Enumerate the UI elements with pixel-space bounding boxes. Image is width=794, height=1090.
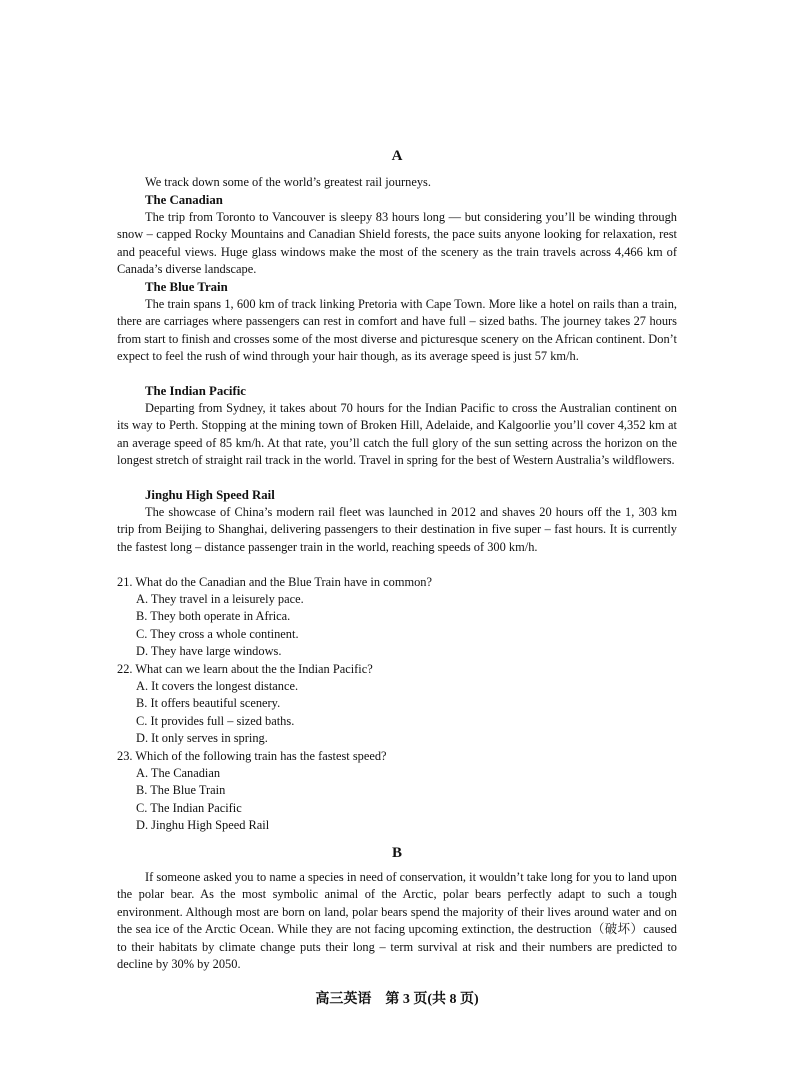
question-23-option-d: D. Jinghu High Speed Rail — [136, 818, 270, 832]
heading-canadian: The Canadian — [145, 193, 223, 207]
question-21-option-b: B. They both operate in Africa. — [136, 609, 291, 623]
heading-jinghu: Jinghu High Speed Rail — [145, 488, 275, 502]
question-22: 22. What can we learn about the the Indian Pacific? — [117, 662, 373, 676]
question-23-option-a: A. The Canadian — [136, 766, 221, 780]
section-a-intro: We track down some of the world’s greatest rail journeys. — [145, 175, 431, 189]
heading-indian-pacific: The Indian Pacific — [145, 384, 246, 398]
paragraph-blue-train: The train spans 1, 600 km of track linking Pretoria with Cape Town. More like a hotel on rails than a train, there are carriages where passengers can rest in comfort and have full – sized baths. The journey takes 27 hours from start to finish and crosses some of the most diverse and picturesque scenery on the African continent. Don’t expect to feel the rush of wind through your hair though, as its average speed is just 57 km/h. — [117, 297, 677, 364]
question-22-option-d: D. It only serves in spring. — [136, 731, 268, 745]
question-22-option-a: A. It covers the longest distance. — [136, 679, 299, 693]
paragraph-section-b: If someone asked you to name a species in need of conservation, it wouldn’t take long for you to land upon the polar bear. As the most symbolic animal of the Arctic, polar bears perfectly adapt to such a tough environment. Although most are born on land, polar bears spend the majority of their lives around water and on the sea ice of the Arctic Ocean. While they are not facing upcoming extinction, the destruction（破坏）caused to their habitats by climate change puts their long – term survival at risk and their numbers are predicted to decline by 30% by 2050. — [117, 870, 677, 972]
question-22-option-b: B. It offers beautiful scenery. — [136, 696, 281, 710]
question-21-option-a: A. They travel in a leisurely pace. — [136, 592, 304, 606]
question-21: 21. What do the Canadian and the Blue Train have in common? — [117, 575, 432, 589]
page-footer: 高三英语 第 3 页(共 8 页) — [315, 992, 479, 1007]
question-21-option-d: D. They have large windows. — [136, 644, 282, 658]
question-23-option-c: C. The Indian Pacific — [136, 801, 242, 815]
paragraph-jinghu: The showcase of China’s modern rail fleet was launched in 2012 and shaves 20 hours off the 1, 303 km trip from Beijing to Shanghai, delivering passengers to their destination in five super – fast hours. It is currently the fastest long – distance passenger train in the world, reaching speeds of 300 km/h. — [117, 505, 677, 554]
heading-blue-train: The Blue Train — [145, 280, 228, 294]
question-22-option-c: C. It provides full – sized baths. — [136, 714, 295, 728]
paragraph-canadian: The trip from Toronto to Vancouver is sleepy 83 hours long — but considering you’ll be winding through snow – capped Rocky Mountains and Canadian Shield forests, the pace suits anyone looking for relaxation, rest and peaceful views. Huge glass windows make the most of the scenery as the train travels across 4,466 km of Canada’s diverse landscape. — [117, 210, 677, 277]
question-23-option-b: B. The Blue Train — [136, 783, 226, 797]
question-21-option-c: C. They cross a whole continent. — [136, 627, 299, 641]
question-23: 23. Which of the following train has the fastest speed? — [117, 749, 387, 763]
section-b-letter: B — [391, 845, 402, 861]
section-a-letter: A — [391, 148, 403, 164]
paragraph-indian-pacific: Departing from Sydney, it takes about 70 hours for the Indian Pacific to cross the Australian continent on its way to Perth. Stopping at the mining town of Broken Hill, Adelaide, and Kalgoorlie you’ll cover 4,352 km at an average speed of 85 km/h. At that rate, you’ll catch the full glory of the sun setting across the horizon on the longest stretch of straight rail track in the world. Travel in spring for the best of Western Australia’s wildflowers. — [117, 401, 677, 468]
